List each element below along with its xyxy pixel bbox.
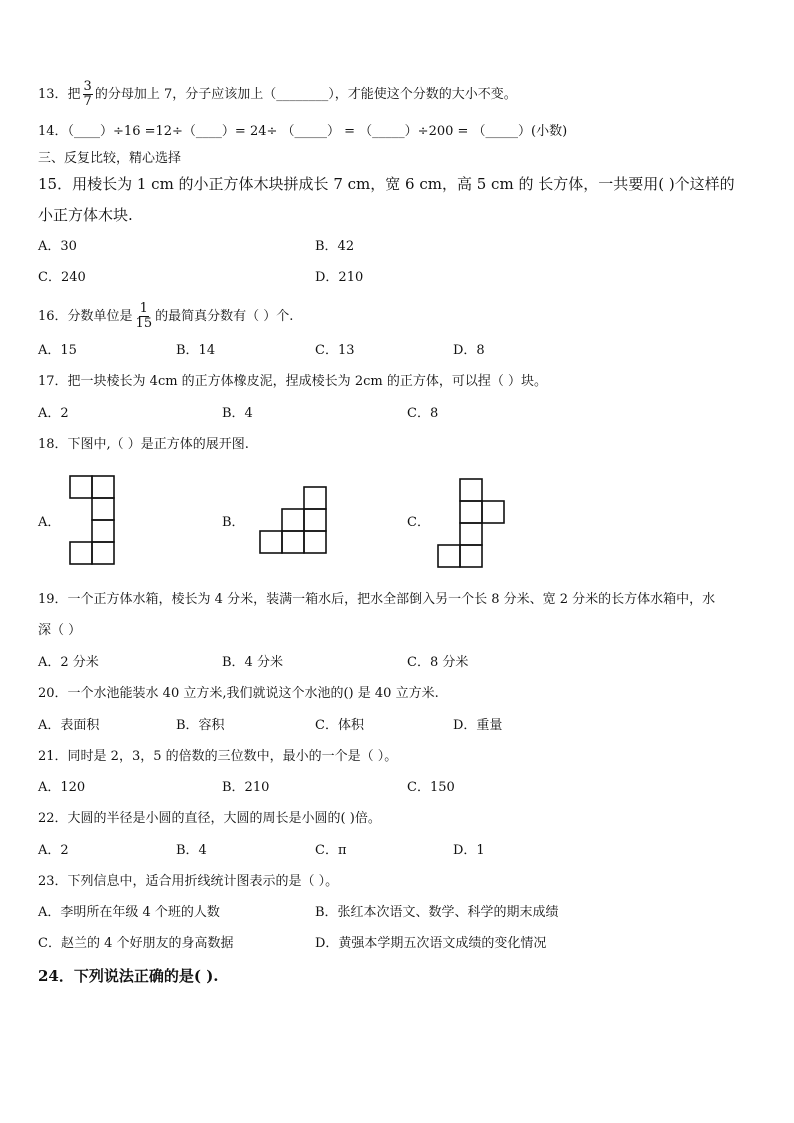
question-19-line-2: 深（ ） (38, 623, 82, 638)
q17-option-c[interactable]: C．8 (407, 406, 439, 421)
question-17: 17．把一块棱长为 4cm 的正方体橡皮泥，捏成棱长为 2cm 的正方体，可以捏（ ）块。 (38, 374, 547, 389)
question-14: 14．（____）÷16 =12÷（____）= 24÷ （_____） = （_____）÷200 = （_____）(小数) (38, 124, 568, 139)
q16-fraction (135, 302, 154, 331)
q16-option-b[interactable]: B．14 (176, 343, 216, 358)
q23-option-c[interactable]: C．赵兰的 4 个好朋友的身高数据 (38, 936, 234, 951)
q13-prefix: 13．把 (38, 87, 81, 102)
q18-option-b[interactable]: B． (222, 515, 245, 530)
q16-option-c[interactable]: C．13 (315, 343, 355, 358)
q15-option-a[interactable]: A．30 (38, 239, 77, 254)
question-19-line-1: 19．一个正方体水箱，棱长为 4 分米，装满一箱水后，把水全部倒入另一个长 8 分米、宽 2 分米的长方体水箱中，水 (38, 592, 716, 607)
q20-option-d[interactable]: D．重量 (453, 718, 503, 733)
q21-option-a[interactable]: A．120 (38, 780, 86, 795)
q18-net-c-figure (438, 479, 506, 571)
question-15-line-2: 小正方体木块. (38, 206, 133, 224)
q21-option-b[interactable]: B．210 (222, 780, 270, 795)
q16-option-d[interactable]: D．8 (453, 343, 485, 358)
q23-option-a[interactable]: A．李明所在年级 4 个班的人数 (38, 905, 220, 920)
q22-option-b[interactable]: B．4 (176, 843, 207, 858)
q18-net-b-figure (260, 487, 328, 555)
q19-option-c[interactable]: C．8 分米 (407, 655, 469, 670)
q13-denominator: 7 (83, 94, 92, 109)
q20-option-c[interactable]: C．体积 (315, 718, 364, 733)
q17-option-a[interactable]: A．2 (38, 406, 69, 421)
q16-suffix: 的最简真分数有（ ）个. (155, 309, 294, 324)
q22-option-d[interactable]: D．1 (453, 843, 485, 858)
q23-option-b[interactable]: B．张红本次语文、数学、科学的期末成绩 (315, 905, 559, 920)
q18-net-a-figure (70, 476, 116, 568)
question-21: 21．同时是 2，3，5 的倍数的三位数中，最小的一个是（ ）。 (38, 749, 398, 764)
q15-option-d[interactable]: D．210 (315, 270, 364, 285)
q22-option-a[interactable]: A．2 (38, 843, 69, 858)
q22-option-c[interactable]: C．π (315, 843, 347, 858)
q16-option-a[interactable]: A．15 (38, 343, 77, 358)
q15-option-c[interactable]: C．240 (38, 270, 86, 285)
section-3-title: 三、反复比较，精心选择 (38, 151, 182, 166)
q19-option-a[interactable]: A．2 分米 (38, 655, 99, 670)
question-16 (38, 302, 293, 331)
question-13 (38, 80, 517, 109)
q21-option-c[interactable]: C．150 (407, 780, 455, 795)
question-15-line-1: 15．用棱长为 1 cm 的小正方体木块拼成长 7 cm，宽 6 cm，高 5 cm 的 长方体，一共要用( )个这样的 (38, 175, 735, 193)
question-23: 23．下列信息中，适合用折线统计图表示的是（ ）。 (38, 874, 339, 889)
q18-option-c[interactable]: C． (407, 515, 430, 530)
q13-numerator: 3 (83, 79, 92, 94)
q20-option-a[interactable]: A．表面积 (38, 718, 100, 733)
q23-option-d[interactable]: D．黄强本学期五次语文成绩的变化情况 (315, 936, 547, 951)
q13-suffix: 的分母加上 7，分子应该加上（________），才能使这个分数的大小不变。 (94, 87, 517, 102)
q16-numerator: 1 (139, 301, 148, 316)
q19-option-b[interactable]: B．4 分米 (222, 655, 283, 670)
q16-denominator: 15 (135, 316, 153, 331)
q13-fraction (83, 80, 93, 109)
q15-option-b[interactable]: B．42 (315, 239, 355, 254)
question-20: 20．一个水池能装水 40 立方米,我们就说这个水池的() 是 40 立方米. (38, 686, 439, 701)
q17-option-b[interactable]: B．4 (222, 406, 253, 421)
q18-option-a[interactable]: A． (38, 515, 61, 530)
question-22: 22．大圆的半径是小圆的直径，大圆的周长是小圆的( )倍。 (38, 811, 381, 826)
q20-option-b[interactable]: B．容积 (176, 718, 225, 733)
question-18: 18．下图中,（ ）是正方体的展开图. (38, 437, 249, 452)
q16-prefix: 16．分数单位是 (38, 309, 133, 324)
question-24: 24．下列说法正确的是( ). (38, 967, 219, 985)
